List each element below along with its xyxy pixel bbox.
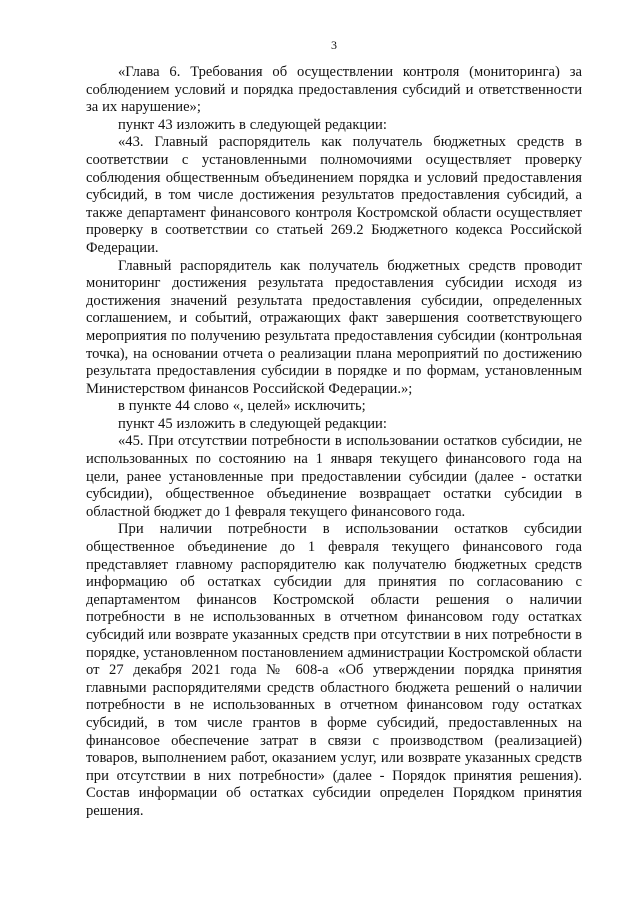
paragraph-item-43-text: «43. Главный распорядитель как получатель бюджетных средств в соответствии с установленными полномочиями осуществляет проверку соблюдения общественным объединением порядка и условий предоставления субсидий, в том числе достижения результатов предоставления субсидий, а также департамент финансового контроля Костромской области осуществляет проверку в соответствии со статьей 269.2 Бюджетного кодекса Российской Федерации. bbox=[86, 134, 582, 256]
paragraph-item-44: в пункте 44 слово «, целей» исключить; bbox=[118, 398, 366, 415]
paragraph-remaining-subsidy: При наличии потребности в использовании остатков субсидии общественное объединение до 1 февраля текущего финансового года представляет главному распорядителю как получателю бюджетных средств информацию об остатках субсидии для принятия по согласованию с департаментом финансов Костромской области решения о наличии потребности в не использованных в отчетном финансовом году остатках субсидий или возврате указанных средств при отсутствии в них потребности в порядке, установленном постановлением администрации Костромской области от 27 декабря 2021 года № 608-а «Об утверждении порядка принятия главными распорядителями средств областного бюджета решений о наличии потребности в не использованных в отчетном финансовом году остатках субсидий, в том числе грантов в форме субсидий, предоставленных на финансовое обеспечение затрат в связи с производством (реализацией) товаров, выполнением работ, оказанием услуг, или возврате указанных средств при отсутствии в них потребности» (далее - Порядок принятия решения). Состав информации об остатках субсидии определен Порядком принятия решения. bbox=[86, 521, 582, 819]
paragraph-chapter-title: «Глава 6. Требования об осуществлении контроля (мониторинга) за соблюдением условий и порядка предоставления субсидий и ответственности за их нарушение»; bbox=[86, 64, 582, 116]
paragraph-item-45-intro: пункт 45 изложить в следующей редакции: bbox=[118, 415, 387, 432]
paragraph-monitoring: Главный распорядитель как получатель бюджетных средств проводит мониторинг достижения результата предоставления субсидии исходя из достижения значений результата предоставления субсидии, определенных соглашением, и событий, отражающих факт завершения соответствующего мероприятия по получению результата предоставления субсидии (контрольная точка), на основании отчета о реализации плана мероприятий по достижению результата предоставления субсидии в порядке и по формам, установленным Министерством финансов Российской Федерации.»; bbox=[86, 257, 582, 397]
paragraph-item-45-text: «45. При отсутствии потребности в использовании остатков субсидии, не использованных по состоянию на 1 января текущего финансового года на цели, ранее установленные при предоставлении субсидии (далее - остатки субсидии), общественное объединение возвращает остатки субсидии в областной бюджет до 1 февраля текущего финансового года. bbox=[86, 433, 582, 520]
paragraph-item-43-intro: пункт 43 изложить в следующей редакции: bbox=[118, 116, 387, 133]
page-number: 3 bbox=[331, 38, 337, 52]
